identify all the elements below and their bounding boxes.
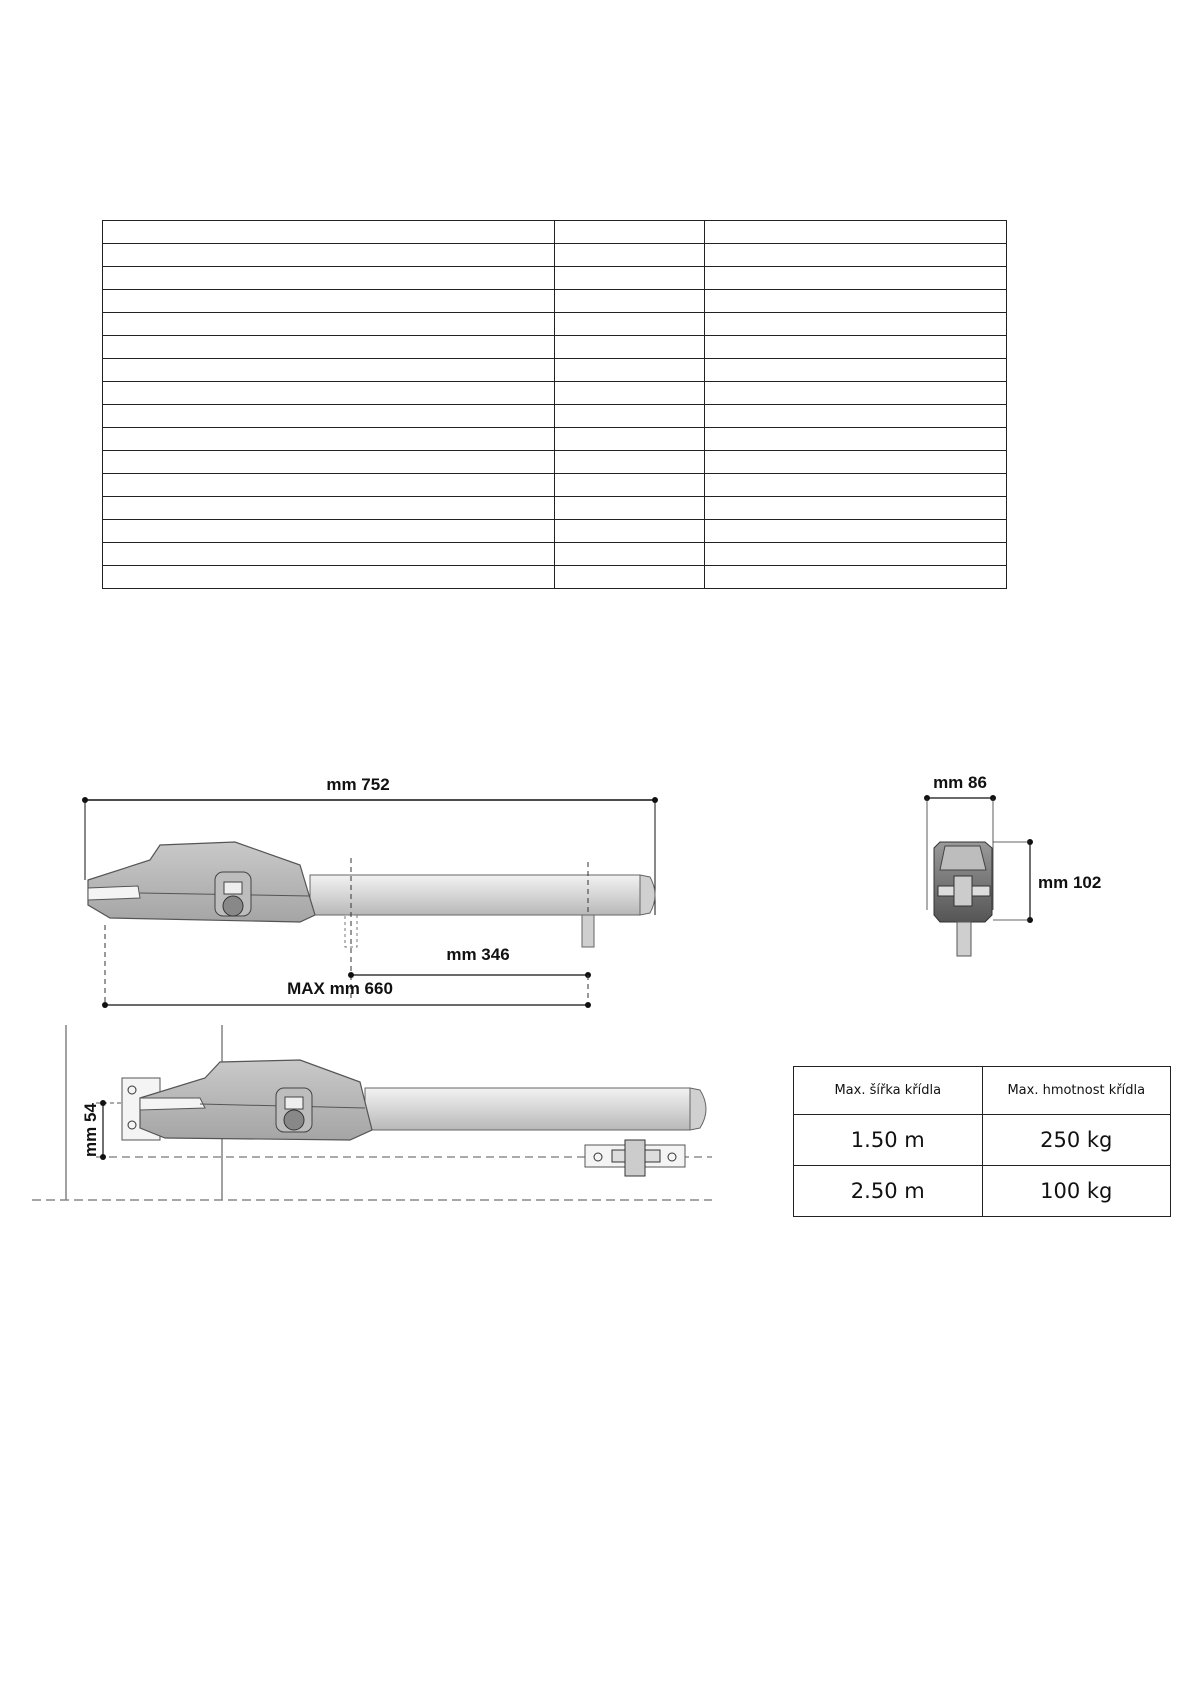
cell-width: 2.50 m <box>794 1166 983 1217</box>
cell-width: 1.50 m <box>794 1115 983 1166</box>
dim-offset: mm 54 <box>81 1103 100 1157</box>
actuator-front-view <box>924 773 1101 956</box>
dim-max-length: MAX mm 660 <box>287 979 393 998</box>
cell-weight: 100 kg <box>982 1166 1171 1217</box>
gate-limits-table <box>793 1066 1171 1217</box>
header-max-width: Max. šířka křídla <box>794 1067 983 1115</box>
table-row <box>794 1115 1171 1166</box>
dim-width: mm 86 <box>933 773 987 792</box>
header-max-weight: Max. hmotnost křídla <box>982 1067 1171 1115</box>
actuator-side-view <box>82 775 658 1008</box>
installation-view <box>32 1025 712 1200</box>
cell-weight: 250 kg <box>982 1115 1171 1166</box>
dim-overall-length: mm 752 <box>326 775 390 794</box>
dim-height: mm 102 <box>1038 873 1102 892</box>
table-row <box>794 1166 1171 1217</box>
dim-stroke: mm 346 <box>446 945 510 964</box>
table-header-row <box>794 1067 1171 1115</box>
